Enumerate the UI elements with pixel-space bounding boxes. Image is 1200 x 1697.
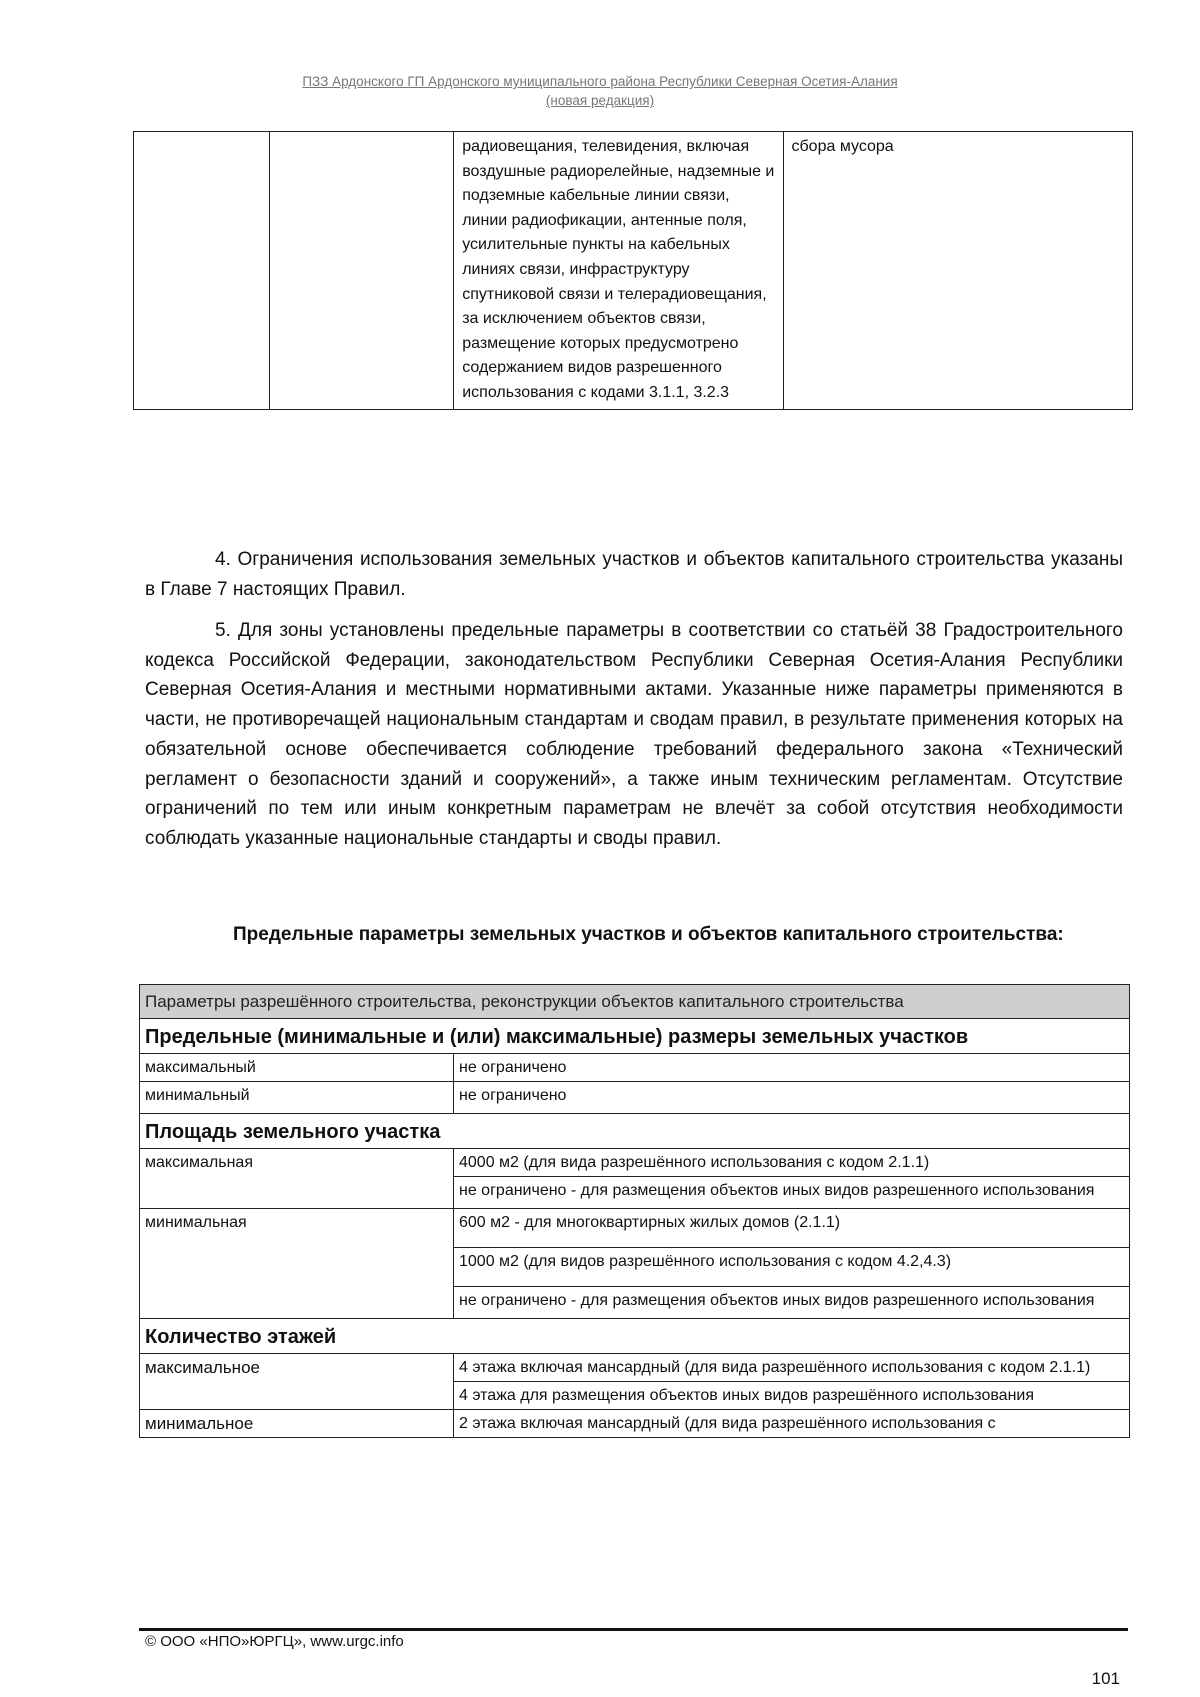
param-label: максимальное	[140, 1354, 454, 1410]
param-value: 4000 м2 (для вида разрешённого использования с кодом 2.1.1)	[454, 1149, 1130, 1177]
running-header-title: ПЗЗ Ардонского ГП Ардонского муниципального района Республики Северная Осетия-Алания	[302, 74, 898, 89]
table-cell-auxiliary-use: сбора мусора	[783, 132, 1132, 410]
section-row	[140, 1114, 1130, 1149]
param-label: минимальная	[140, 1209, 454, 1319]
table-row	[140, 1209, 1130, 1248]
paragraph-4	[145, 545, 1123, 604]
table-cell-use-description: радиовещания, телевидения, включая воздушные радиорелейные, надземные и подземные кабельные линии связи, линии радиофикации, антенные поля, усилительные пункты на кабельных линиях связи, инфраструктуру спутниковой связи и телерадиовещания, за исключением объектов связи, размещение которых предусмотрено содержанием видов разрешенного использования с кодами 3.1.1, 3.2.3	[454, 132, 783, 410]
param-value: не ограничено	[454, 1082, 1130, 1114]
params-section-title-text: Предельные параметры земельных участков и объектов капитального строительства:	[233, 924, 1064, 945]
param-label: минимальный	[140, 1082, 454, 1114]
param-value: 1000 м2 (для видов разрешённого использования с кодом 4.2,4.3)	[454, 1248, 1130, 1287]
param-value: не ограничено	[454, 1054, 1130, 1082]
section-title-plot-sizes: Предельные (минимальные и (или) максимальные) размеры земельных участков	[140, 1019, 1130, 1054]
param-value: 4 этажа включая мансардный (для вида разрешённого использования с кодом 2.1.1)	[454, 1354, 1130, 1382]
param-label: максимальный	[140, 1054, 454, 1082]
table-row	[140, 1410, 1130, 1438]
table-row	[140, 1149, 1130, 1177]
table-row	[134, 132, 1133, 410]
table-row	[140, 1354, 1130, 1382]
footer-copyright: © ООО «НПО»ЮРГЦ», www.urgc.info	[145, 1633, 404, 1650]
section-row	[140, 1019, 1130, 1054]
page-number: 101	[1091, 1669, 1120, 1688]
param-label: максимальная	[140, 1149, 454, 1209]
section-row	[140, 1319, 1130, 1354]
table-cell-empty	[134, 132, 270, 410]
table-header-cell: Параметры разрешённого строительства, реконструкции объектов капитального строительства	[140, 985, 1130, 1019]
param-value: 2 этажа включая мансардный (для вида разрешённого использования с	[454, 1410, 1130, 1438]
param-value: не ограничено - для размещения объектов иных видов разрешенного использования	[454, 1287, 1130, 1319]
params-section-title	[145, 922, 1123, 948]
limit-parameters-table	[139, 984, 1130, 1438]
permitted-use-table-continuation	[133, 131, 1133, 410]
paragraph-5-text: 5. Для зоны установлены предельные параметры в соответствии со статьёй 38 Градостроительного кодекса Российской Федерации, законодательством Республики Северная Осетия-Алания Республики Северная Осетия-Алания и местными нормативными актами. Указанные ниже параметры применяются в части, не противоречащей национальным стандартам и сводам правил, в результате применения которых на обязательной основе обеспечивается соблюдение требований федерального закона «Технический регламент о безопасности зданий и сооружений», а также иным техническим регламентам. Отсутствие ограничений по тем или иным конкретным параметрам не влечёт за собой отсутствия необходимости соблюдать указанные национальные стандарты и своды правил.	[145, 620, 1123, 849]
section-title-floors: Количество этажей	[140, 1319, 1130, 1354]
running-header-edition: (новая редакция)	[545, 93, 655, 108]
paragraph-4-text: 4. Ограничения использования земельных участков и объектов капитального строительства указаны в Главе 7 настоящих Правил.	[145, 549, 1123, 600]
table-row	[140, 1054, 1130, 1082]
param-value: 600 м2 - для многоквартирных жилых домов (2.1.1)	[454, 1209, 1130, 1248]
param-label: минимальное	[140, 1410, 454, 1438]
table-header-row	[140, 985, 1130, 1019]
paragraph-5	[145, 616, 1123, 854]
footer-divider	[139, 1628, 1128, 1631]
param-value: 4 этажа для размещения объектов иных видов разрешённого использования	[454, 1382, 1130, 1410]
section-title-plot-area: Площадь земельного участка	[140, 1114, 1130, 1149]
table-row	[140, 1082, 1130, 1114]
param-value: не ограничено - для размещения объектов иных видов разрешенного использования	[454, 1177, 1130, 1209]
table-cell-empty	[269, 132, 453, 410]
